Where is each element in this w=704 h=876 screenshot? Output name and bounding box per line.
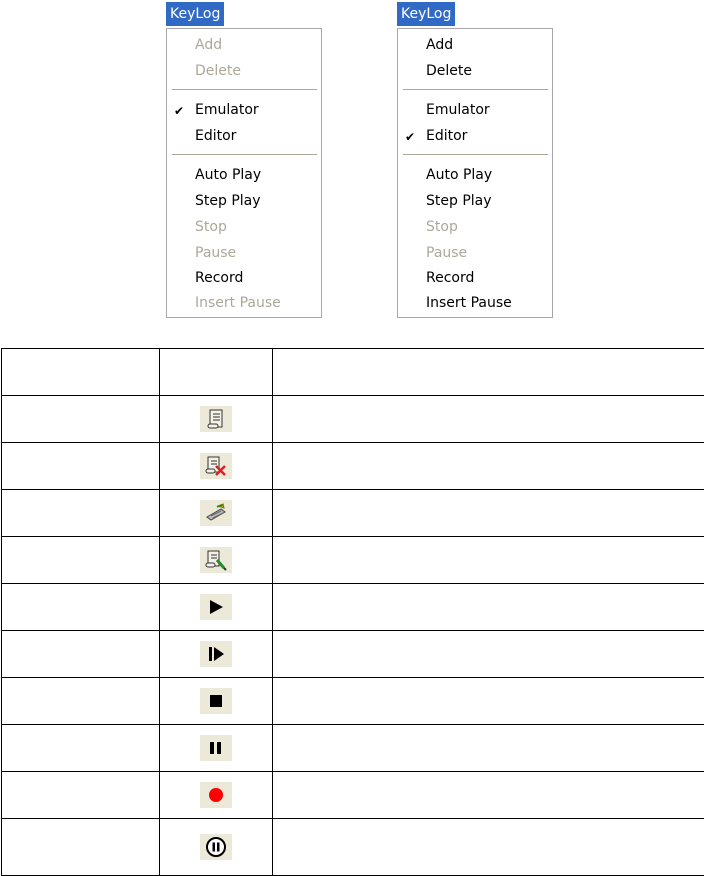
- menu-separator: [172, 154, 317, 156]
- table-header-cell: [273, 349, 704, 396]
- menu-item-insert-pause[interactable]: Insert Pause: [398, 291, 552, 315]
- menu-item-pause[interactable]: Pause: [167, 241, 321, 265]
- scroll-edit-icon: [200, 547, 232, 573]
- check-icon: [405, 241, 419, 265]
- menu-item-emulator[interactable]: Emulator: [398, 98, 552, 122]
- table-header-row: [2, 349, 704, 396]
- menu-item-step-play[interactable]: Step Play: [167, 189, 321, 213]
- menu-item-record[interactable]: Record: [398, 266, 552, 290]
- menu-item-emulator[interactable]: ✔ Emulator: [167, 98, 321, 122]
- record-icon: [200, 782, 232, 808]
- step-play-icon: [200, 641, 232, 667]
- table-row: [2, 584, 704, 631]
- play-icon: [200, 594, 232, 620]
- table-cell: [160, 631, 273, 678]
- menu-item-delete[interactable]: Delete: [398, 59, 552, 83]
- table-cell: [160, 772, 273, 819]
- menu-item-auto-play[interactable]: Auto Play: [398, 163, 552, 187]
- menu-panel: [397, 28, 553, 318]
- check-icon: [405, 98, 419, 122]
- table-cell: [273, 584, 704, 631]
- table-row: [2, 678, 704, 725]
- menu-item-add[interactable]: Add: [167, 33, 321, 57]
- table-header-cell: [2, 349, 160, 396]
- insert-pause-icon: [200, 834, 232, 860]
- menu-panel: [166, 28, 322, 318]
- table-header-cell: [160, 349, 273, 396]
- table-cell: [273, 772, 704, 819]
- check-icon: [405, 163, 419, 187]
- menu-item-delete[interactable]: Delete: [167, 59, 321, 83]
- table-row: [2, 725, 704, 772]
- check-icon: [174, 266, 188, 290]
- table-cell: [2, 772, 160, 819]
- table-row: [2, 396, 704, 443]
- keyboard-emulator-icon: [200, 500, 232, 526]
- menu-item-add[interactable]: Add: [398, 33, 552, 57]
- icon-reference-table: [1, 348, 704, 876]
- check-icon: ✔: [405, 124, 419, 148]
- table-cell: [160, 396, 273, 443]
- table-cell: [273, 490, 704, 537]
- table-cell: [160, 490, 273, 537]
- menu-title[interactable]: KeyLog: [397, 2, 455, 26]
- check-icon: [405, 33, 419, 57]
- table-cell: [2, 631, 160, 678]
- table-cell: [273, 631, 704, 678]
- menu-separator: [172, 89, 317, 91]
- menu-item-auto-play[interactable]: Auto Play: [167, 163, 321, 187]
- check-icon: [405, 215, 419, 239]
- scroll-delete-icon: [200, 453, 232, 479]
- table-cell: [2, 443, 160, 490]
- table-cell: [2, 537, 160, 584]
- check-icon: [174, 33, 188, 57]
- menu-item-editor[interactable]: ✔ Editor: [398, 124, 552, 148]
- table-cell: [2, 396, 160, 443]
- scroll-add-icon: [200, 406, 232, 432]
- table-cell: [2, 490, 160, 537]
- table-cell: [160, 819, 273, 876]
- table-cell: [273, 819, 704, 876]
- table-cell: [273, 537, 704, 584]
- table-row: [2, 819, 704, 876]
- table-cell: [160, 725, 273, 772]
- table-cell: [160, 443, 273, 490]
- menu-title[interactable]: KeyLog: [166, 2, 224, 26]
- check-icon: [174, 163, 188, 187]
- table-cell: [273, 678, 704, 725]
- table-row: [2, 772, 704, 819]
- table-cell: [160, 678, 273, 725]
- menu-item-pause[interactable]: Pause: [398, 241, 552, 265]
- check-icon: [405, 59, 419, 83]
- check-icon: [174, 291, 188, 315]
- table-cell: [160, 537, 273, 584]
- table-cell: [273, 443, 704, 490]
- check-icon: [174, 189, 188, 213]
- check-icon: [174, 241, 188, 265]
- stop-icon: [200, 688, 232, 714]
- menu-item-stop[interactable]: Stop: [398, 215, 552, 239]
- table-cell: [273, 725, 704, 772]
- menu-item-record[interactable]: Record: [167, 266, 321, 290]
- check-icon: [174, 215, 188, 239]
- menu-separator: [403, 89, 548, 91]
- check-icon: [405, 189, 419, 213]
- table-cell: [273, 396, 704, 443]
- check-icon: [174, 124, 188, 148]
- table-row: [2, 443, 704, 490]
- table-cell: [2, 678, 160, 725]
- table-row: [2, 631, 704, 678]
- menu-item-step-play[interactable]: Step Play: [398, 189, 552, 213]
- table-cell: [160, 584, 273, 631]
- check-icon: [405, 266, 419, 290]
- menu-item-insert-pause[interactable]: Insert Pause: [167, 291, 321, 315]
- check-icon: [174, 59, 188, 83]
- table-cell: [2, 584, 160, 631]
- menu-item-stop[interactable]: Stop: [167, 215, 321, 239]
- table-cell: [2, 819, 160, 876]
- check-icon: [405, 291, 419, 315]
- table-row: [2, 537, 704, 584]
- table-row: [2, 490, 704, 537]
- pause-icon: [200, 735, 232, 761]
- menu-separator: [403, 154, 548, 156]
- menu-item-editor[interactable]: Editor: [167, 124, 321, 148]
- check-icon: ✔: [174, 98, 188, 122]
- table-cell: [2, 725, 160, 772]
